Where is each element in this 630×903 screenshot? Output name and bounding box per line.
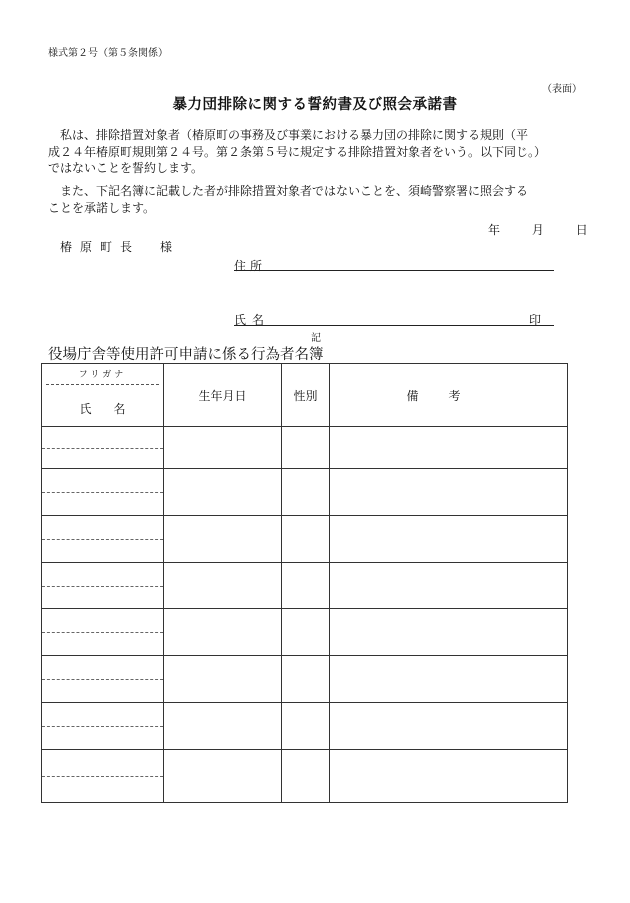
name-field-line[interactable] — [234, 325, 554, 326]
row-name-cell[interactable] — [42, 656, 164, 703]
row-remarks-cell[interactable] — [330, 469, 568, 516]
address-field-line[interactable] — [234, 270, 554, 271]
header-sex: 性別 — [282, 364, 330, 427]
row-sex-cell[interactable] — [282, 750, 330, 803]
consent-line-1: また、下記名簿に記載した者が排除措置対象者ではないことを、須崎警察署に照会する — [48, 184, 529, 198]
row-remarks-cell[interactable] — [330, 703, 568, 750]
date-day: 日 — [575, 223, 588, 237]
table-row — [42, 563, 568, 609]
row-remarks-cell[interactable] — [330, 656, 568, 703]
header-name-cell — [42, 364, 164, 427]
row-name-cell[interactable] — [42, 427, 164, 469]
roster-title: 役場庁舎等使用許可申請に係る行為者名簿 — [48, 347, 324, 363]
date-month: 月 — [531, 223, 544, 237]
roster-header-row — [42, 364, 568, 427]
table-row — [42, 516, 568, 563]
header-birthdate: 生年月日 — [164, 364, 282, 427]
address-label: 住所 — [234, 259, 267, 273]
form-number: 様式第２号（第５条関係） — [48, 48, 168, 59]
table-row — [42, 750, 568, 803]
row-sex-cell[interactable] — [282, 469, 330, 516]
row-remarks-cell[interactable] — [330, 563, 568, 609]
seal-mark: 印 — [529, 313, 542, 327]
row-birthdate-cell[interactable] — [164, 750, 282, 803]
row-remarks-cell[interactable] — [330, 516, 568, 563]
row-birthdate-cell[interactable] — [164, 703, 282, 750]
row-birthdate-cell[interactable] — [164, 469, 282, 516]
row-sex-cell[interactable] — [282, 563, 330, 609]
addressee: 椿原町長 様 — [60, 240, 181, 254]
row-remarks-cell[interactable] — [330, 609, 568, 656]
table-row — [42, 703, 568, 750]
row-birthdate-cell[interactable] — [164, 563, 282, 609]
row-sex-cell[interactable] — [282, 427, 330, 469]
row-birthdate-cell[interactable] — [164, 427, 282, 469]
ki-note: 記 — [311, 333, 321, 344]
table-row — [42, 609, 568, 656]
row-remarks-cell[interactable] — [330, 750, 568, 803]
row-remarks-cell[interactable] — [330, 427, 568, 469]
row-name-cell[interactable] — [42, 750, 164, 803]
date-field — [488, 221, 588, 238]
row-name-cell[interactable] — [42, 563, 164, 609]
consent-paragraph — [48, 183, 588, 216]
row-sex-cell[interactable] — [282, 703, 330, 750]
document-title: 暴力団排除に関する誓約書及び照会承諾書 — [172, 96, 458, 113]
table-row — [42, 656, 568, 703]
roster-table — [41, 363, 568, 803]
pledge-line-1: 私は、排除措置対象者（椿原町の事務及び事業における暴力団の排除に関する規則（平 — [48, 128, 529, 142]
table-row — [42, 427, 568, 469]
date-year: 年 — [488, 223, 501, 237]
row-birthdate-cell[interactable] — [164, 609, 282, 656]
pledge-line-3: ではないことを誓約します。 — [48, 161, 204, 175]
pledge-line-2: 成２４年椿原町規則第２４号。第２条第５号に規定する排除措置対象者をいう。以下同じ。） — [48, 144, 547, 159]
row-name-cell[interactable] — [42, 516, 164, 563]
header-remarks: 備考 — [330, 364, 568, 427]
row-name-cell[interactable] — [42, 469, 164, 516]
row-sex-cell[interactable] — [282, 609, 330, 656]
row-name-cell[interactable] — [42, 609, 164, 656]
side-label: （表面） — [542, 84, 582, 95]
row-birthdate-cell[interactable] — [164, 656, 282, 703]
header-furigana: フリガナ — [78, 370, 127, 380]
consent-line-2: ことを承諾します。 — [48, 200, 156, 215]
row-birthdate-cell[interactable] — [164, 516, 282, 563]
row-sex-cell[interactable] — [282, 516, 330, 563]
name-label: 氏名 — [234, 313, 271, 327]
table-row — [42, 469, 568, 516]
header-name: 氏名 — [79, 402, 148, 416]
row-name-cell[interactable] — [42, 703, 164, 750]
pledge-paragraph — [48, 127, 588, 177]
row-sex-cell[interactable] — [282, 656, 330, 703]
